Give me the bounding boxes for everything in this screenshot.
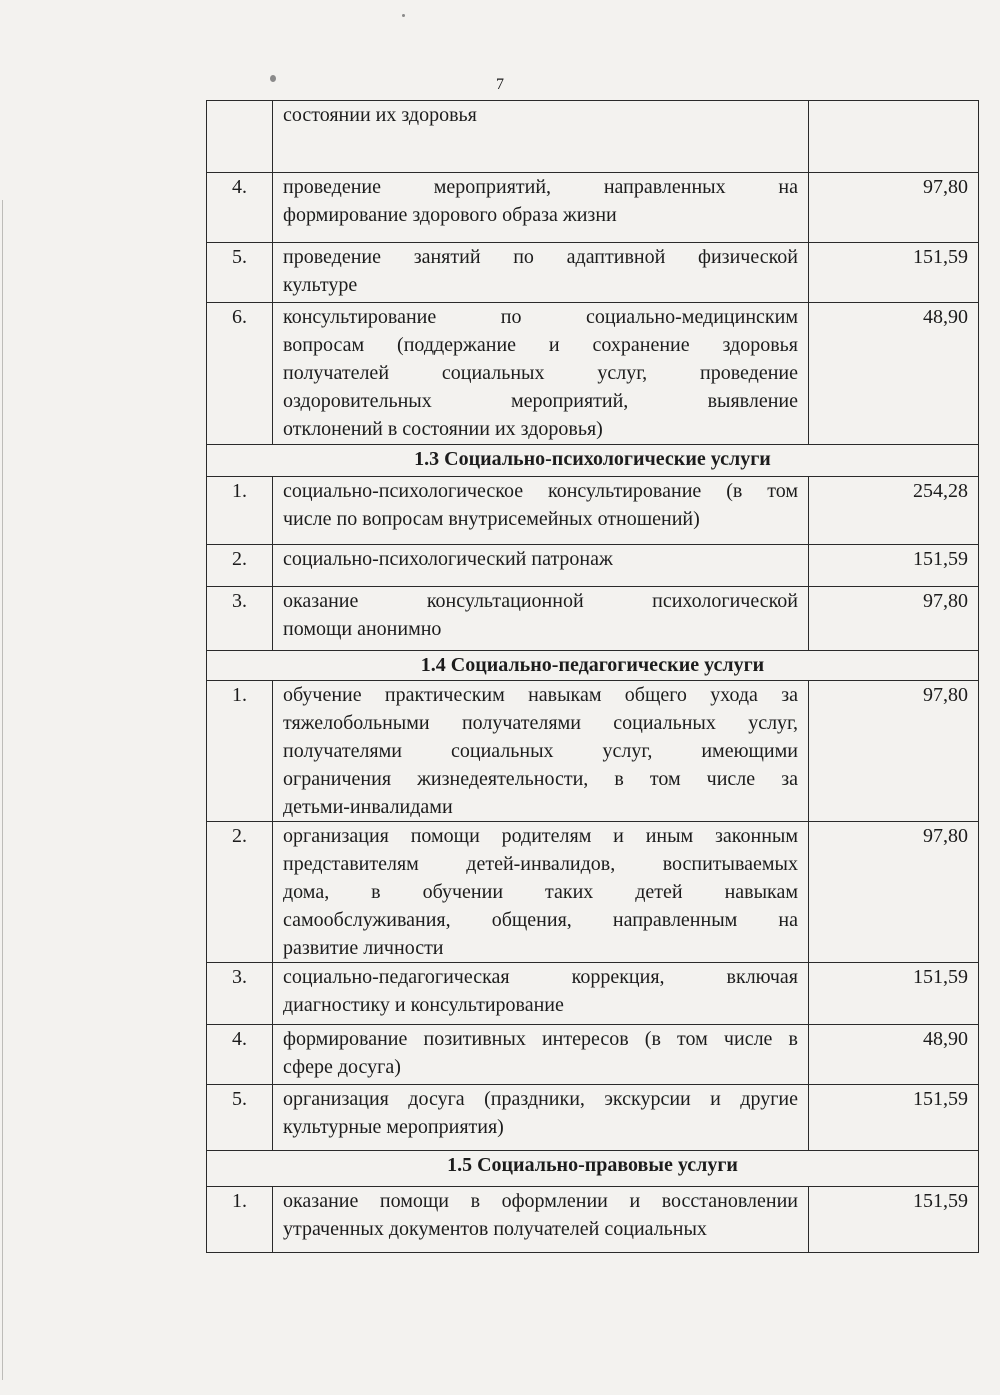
service-row [207,173,979,243]
service-row [207,545,979,587]
description-line: помощи анонимно [283,618,442,640]
description-line: числе по вопросам внутрисемейных отношений) [283,508,700,530]
service-number: 2. [207,822,273,963]
description-line: культуре [283,274,358,296]
service-row [207,1187,979,1253]
service-price: 151,59 [809,1085,979,1151]
section-header-row [207,1151,979,1187]
service-description [273,243,809,303]
service-number: 1. [207,1187,273,1253]
description-line: социально-педагогическая коррекция, включая [283,966,798,988]
description-line: оказание помощи в оформлении и восстановлении [283,1190,798,1212]
service-number: 5. [207,1085,273,1151]
description-line: дома, в обучении таких детей навыкам [283,881,798,903]
service-description [273,173,809,243]
description-line: получателей социальных услуг, проведение [283,362,798,384]
services-price-table [206,100,979,1253]
description-line: консультирование по социально-медицинским [283,306,798,328]
service-price: 97,80 [809,822,979,963]
service-number [207,101,273,173]
description-line: формирование здорового образа жизни [283,204,617,226]
service-number: 5. [207,243,273,303]
service-description [273,545,809,587]
service-price: 151,59 [809,963,979,1025]
service-number: 4. [207,1025,273,1085]
service-description [273,1025,809,1085]
service-price [809,101,979,173]
service-row [207,587,979,651]
service-row [207,303,979,445]
service-price: 151,59 [809,243,979,303]
service-price: 48,90 [809,303,979,445]
description-line: обучение практическим навыкам общего ухода за [283,684,798,706]
service-price: 97,80 [809,173,979,243]
description-line: развитие личности [283,937,444,959]
service-number: 1. [207,681,273,822]
description-line: организация помощи родителям и иным законным [283,825,798,847]
service-description [273,587,809,651]
service-description [273,822,809,963]
description-line: социально-психологическое консультирование (в том [283,480,798,502]
service-price: 97,80 [809,587,979,651]
service-number: 4. [207,173,273,243]
service-row [207,963,979,1025]
service-price: 254,28 [809,477,979,545]
service-description [273,101,809,173]
section-header-row [207,651,979,681]
service-description [273,963,809,1025]
service-description [273,477,809,545]
service-description [273,1085,809,1151]
description-line: социально-психологический патронаж [283,548,613,570]
service-row [207,1085,979,1151]
service-row [207,822,979,963]
description-line: оказание консультационной психологической [283,590,798,612]
description-line: вопросам (поддержание и сохранение здоровья [283,334,798,356]
service-description [273,681,809,822]
scan-edge-line [2,200,3,1380]
scan-speck [402,14,405,17]
service-number: 6. [207,303,273,445]
description-line: тяжелобольными получателями социальных услуг, [283,712,798,734]
service-row [207,681,979,822]
description-line: сфере досуга) [283,1056,401,1078]
service-description [273,1187,809,1253]
description-line: получателями социальных услуг, имеющими [283,740,798,762]
description-line: ограничения жизнедеятельности, в том числе за [283,768,798,790]
service-row [207,477,979,545]
service-row [207,1025,979,1085]
description-line: утраченных документов получателей социальных [283,1218,707,1240]
service-price: 151,59 [809,545,979,587]
section-header-row [207,445,979,477]
section-title: 1.3 Социально-психологические услуги [207,445,979,477]
page-number: 7 [496,76,504,93]
service-number: 2. [207,545,273,587]
service-price: 97,80 [809,681,979,822]
description-line: проведение занятий по адаптивной физической [283,246,798,268]
service-description [273,303,809,445]
description-line: детьми-инвалидами [283,796,453,818]
description-line: диагностику и консультирование [283,994,564,1016]
description-line: состоянии их здоровья [283,104,477,126]
service-price: 48,90 [809,1025,979,1085]
description-line: представителям детей-инвалидов, воспитываемых [283,853,798,875]
service-number: 1. [207,477,273,545]
service-price: 151,59 [809,1187,979,1253]
description-line: самообслуживания, общения, направленным на [283,909,798,931]
section-title: 1.4 Социально-педагогические услуги [207,651,979,681]
description-line: культурные мероприятия) [283,1116,504,1138]
scan-speck [270,75,276,82]
description-line: отклонений в состоянии их здоровья) [283,418,603,440]
description-line: проведение мероприятий, направленных на [283,176,798,198]
service-number: 3. [207,963,273,1025]
description-line: оздоровительных мероприятий, выявление [283,390,798,412]
service-row [207,101,979,173]
description-line: организация досуга (праздники, экскурсии и другие [283,1088,798,1110]
section-title: 1.5 Социально-правовые услуги [207,1151,979,1187]
description-line: формирование позитивных интересов (в том числе в [283,1028,798,1050]
service-number: 3. [207,587,273,651]
service-row [207,243,979,303]
